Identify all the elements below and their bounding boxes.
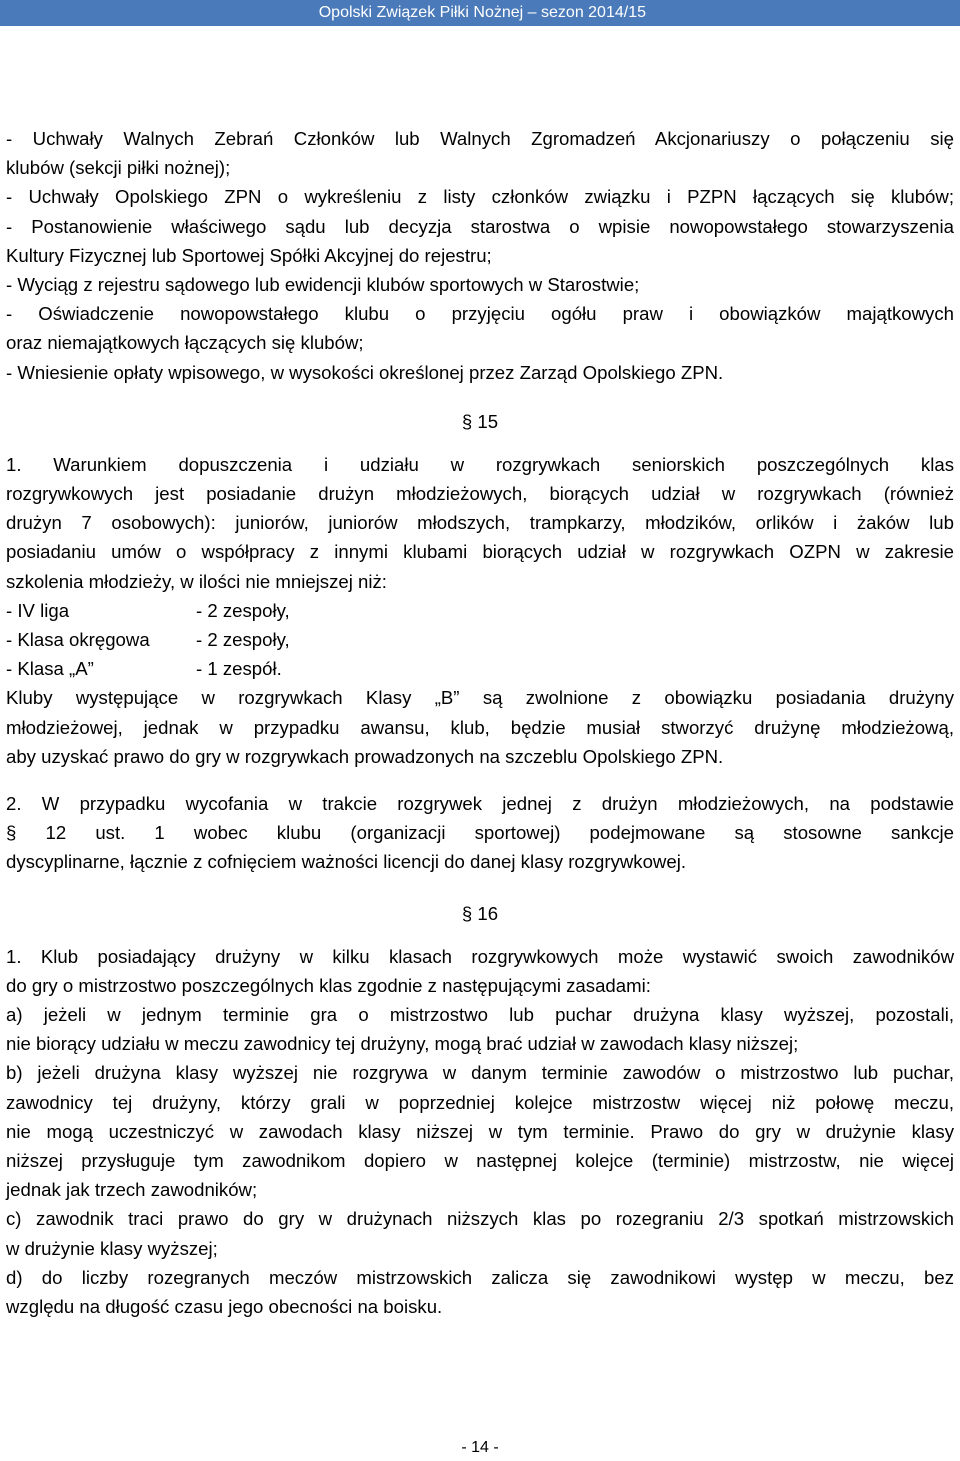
text-line: - Wniesienie opłaty wpisowego, w wysokości określonej przez Zarząd Opolskiego ZPN. [6, 361, 724, 383]
team-count: - 2 zespoły, [196, 629, 290, 650]
text-line: aby uzyskać prawo do gry w rozgrywkach prowadzonych na szczeblu Opolskiego ZPN. [6, 745, 724, 767]
text-line: względu na długość czasu jego obecności na boisku. [6, 1295, 443, 1317]
list-item [6, 596, 954, 625]
text-line: nie biorący udziału w meczu zawodnicy tej drużyny, mogą brać udział w zawodach klasy niższej; [6, 1033, 799, 1055]
text-line: 1. Klub posiadający drużyny w kilku klasach rozgrywkowych może wystawić swoich zawodników [6, 945, 954, 967]
section-15-paragraph-1 [6, 450, 954, 596]
text-line: - Uchwały Opolskiego ZPN o wykreśleniu z listy członków związku i PZPN łączących się klubów; [6, 186, 954, 208]
text-line: c) zawodnik traci prawo do gry w drużynach niższych klas po rozegraniu 2/3 spotkań mistrzowskich [6, 1208, 954, 1230]
text-line: - Wyciąg z rejestru sądowego lub ewidencji klubów sportowych w Starostwie; [6, 273, 640, 295]
text-line: b) jeżeli drużyna klasy wyższej nie rozgrywa w danym terminie zawodów o mistrzostwo lub puchar, [6, 1062, 954, 1084]
text-line: klubów (sekcji piłki nożnej); [6, 157, 231, 179]
text-line: 2. W przypadku wycofania w trakcie rozgrywek jednej z drużyn młodzieżowych, na podstawie [6, 792, 954, 814]
section-title-16: § 16 [461, 902, 499, 924]
text-line: młodzieżowej, jednak w przypadku awansu, klub, będzie musiał stworzyć drużynę młodzieżową, [6, 716, 954, 738]
text-line: rozgrywkowych jest posiadanie drużyn młodzieżowych, biorących udział w rozgrywkach (również [6, 483, 954, 505]
text-line: dyscyplinarne, łącznie z cofnięciem ważności licencji do danej klasy rozgrywkowej. [6, 851, 686, 873]
team-count: - 2 zespoły, [196, 599, 290, 621]
text-line: - Postanowienie właściwego sądu lub decyzja starostwa o wpisie nowopowstałego stowarzyszenia [6, 215, 954, 237]
text-line: a) jeżeli w jednym terminie gra o mistrzostwo lub puchar drużyna klasy wyższej, pozostali, [6, 1004, 954, 1026]
rule-c [6, 1204, 954, 1262]
text-line: nie mogą uczestniczyć w zawodach klasy niższej w tym terminie. Prawo do gry w drużynie klasy [6, 1120, 954, 1142]
section-15-paragraph-2 [6, 789, 954, 877]
intro-list [6, 124, 954, 387]
text-line: Kultury Fizycznej lub Sportowej Spółki Akcyjnej do rejestru; [6, 244, 492, 266]
text-line: § 12 ust. 1 wobec klubu (organizacji sportowej) podejmowane są stosowne sankcje [6, 822, 954, 844]
text-line: zawodnicy tej drużyny, którzy grali w poprzedniej kolejce mistrzostw więcej niż połowę meczu, [6, 1091, 954, 1113]
header-title: Opolski Związek Piłki Nożnej – sezon 2014/15 [318, 4, 646, 21]
list-item [6, 625, 954, 654]
text-line: niższej przysługuje tym zawodnikom dopiero w następnej kolejce (terminie) mistrzostw, nie więcej [6, 1150, 954, 1171]
text-line: drużyn 7 osobowych): juniorów, juniorów młodszych, trampkarzy, młodzików, orlików i żaków lub [6, 512, 954, 534]
rule-d [6, 1263, 954, 1321]
text-line: posiadaniu umów o współpracy z innymi klubami biorących udział w rozgrywkach OZPN w zakresie [6, 541, 954, 563]
league-class: - Klasa okręgowa [6, 629, 150, 650]
league-class: - IV liga [6, 599, 70, 621]
page-footer [0, 1438, 960, 1458]
text-line: jednak jak trzech zawodników; [6, 1179, 258, 1201]
page-number: - 14 - [461, 1439, 499, 1456]
rule-b [6, 1058, 954, 1204]
spacer [6, 771, 954, 789]
section-15-paragraph-1b [6, 683, 954, 771]
text-line: w drużynie klasy wyższej; [6, 1237, 218, 1259]
section-16-paragraph-1 [6, 942, 954, 1000]
team-count: - 1 zespół. [196, 658, 282, 680]
text-line: oraz niemajątkowych łączących się klubów; [6, 332, 364, 354]
text-line: szkolenia młodzieży, w ilości nie mniejszej niż: [6, 570, 387, 592]
text-line: d) do liczby rozegranych meczów mistrzowskich zalicza się zawodnikowi występ w meczu, bez [6, 1266, 954, 1288]
league-class: - Klasa „A” [6, 658, 94, 680]
section-title-15: § 15 [461, 410, 499, 432]
document-body [6, 124, 954, 1321]
text-line: 1. Warunkiem dopuszczenia i udziału w rozgrywkach seniorskich poszczególnych klas [6, 453, 954, 475]
text-line: do gry o mistrzostwo poszczególnych klas zgodnie z następującymi zasadami: [6, 974, 651, 996]
text-line: - Uchwały Walnych Zebrań Członków lub Walnych Zgromadzeń Akcjonariuszy o połączeniu się [6, 128, 954, 149]
text-line: - Oświadczenie nowopowstałego klubu o przyjęciu ogółu praw i obowiązków majątkowych [6, 303, 954, 325]
rule-a [6, 1000, 954, 1058]
team-requirements-list [6, 596, 954, 684]
text-line: Kluby występujące w rozgrywkach Klasy „B” są zwolnione z obowiązku posiadania drużyny [6, 687, 954, 709]
page-header [0, 0, 960, 26]
list-item [6, 654, 954, 683]
